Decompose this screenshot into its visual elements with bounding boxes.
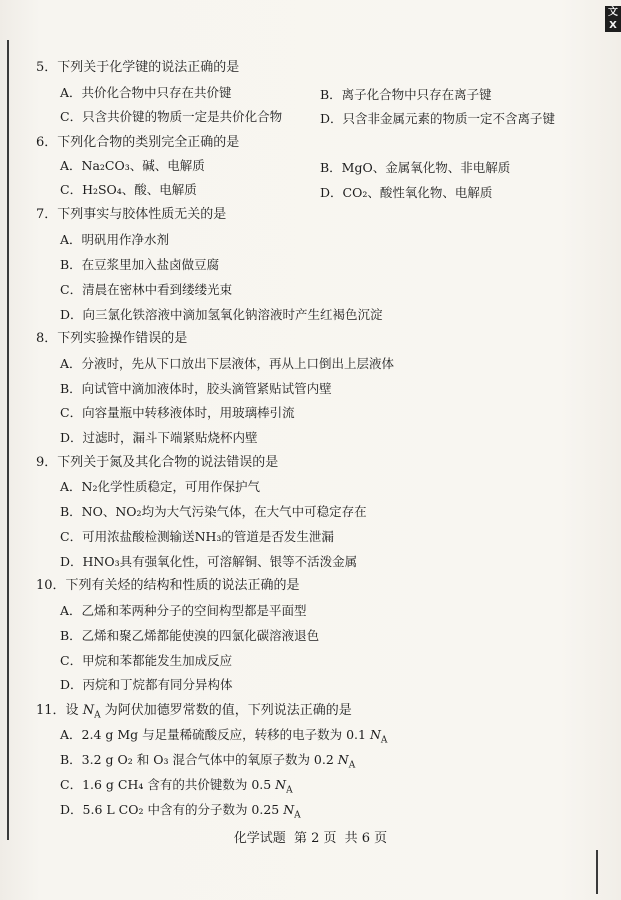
- question-8-option-c: C．向容量瓶中转移液体时，用玻璃棒引流: [60, 405, 295, 420]
- question-10-option-b: B．乙烯和聚乙烯都能使溴的四氯化碳溶液退色: [60, 628, 320, 643]
- question-11-stem: 11．设 $N_A$ 为阿伏加德罗常数的值，下列说法正确的是: [36, 703, 352, 721]
- corner-badge: 文X: [605, 6, 621, 32]
- question-6-stem: 6．下列化合物的类别完全正确的是: [36, 135, 240, 150]
- question-7-option-c: C．清晨在密林中看到缕缕光束: [60, 282, 233, 297]
- question-8-option-a: A．分液时，先从下口放出下层液体，再从上口倒出上层液体: [60, 356, 395, 371]
- question-8-option-b: B．向试管中滴加液体时，胶头滴管紧贴试管内壁: [60, 381, 332, 396]
- footer-total-pages: 共 6 页: [344, 831, 388, 846]
- question-8-stem: 8．下列实验操作错误的是: [36, 331, 188, 346]
- question-7-stem: 7．下列事实与胶体性质无关的是: [36, 207, 227, 222]
- footer-page-number: 第 2 页: [293, 831, 337, 846]
- binding-line: [7, 40, 9, 840]
- question-9-stem: 9．下列关于氮及其化合物的说法错误的是: [36, 455, 279, 470]
- question-5-option-c: C．只含共价键的物质一定是共价化合物: [60, 109, 283, 124]
- question-9-option-d: D．HNO₃具有强氧化性，可溶解铜、银等不活泼金属: [60, 554, 358, 569]
- question-11-option-d: D．5.6 L CO₂ 中含有的分子数为 0.25 $N_A$: [60, 802, 301, 821]
- question-11-option-a: A．2.4 g Mg 与足量稀硫酸反应，转移的电子数为 0.1 $N_A$: [60, 727, 388, 746]
- question-5-option-d: D．只含非金属元素的物质一定不含离子键: [320, 111, 556, 126]
- question-6-option-b: B．MgO、金属氧化物、非电解质: [320, 160, 511, 175]
- question-10-option-a: A．乙烯和苯两种分子的空间构型都是平面型: [60, 603, 307, 618]
- question-10-option-d: D．丙烷和丁烷都有同分异构体: [60, 677, 233, 692]
- question-6-option-a: A．Na₂CO₃、碱、电解质: [60, 158, 205, 173]
- question-7-option-d: D．向三氯化铁溶液中滴加氢氧化钠溶液时产生红褐色沉淀: [60, 307, 383, 322]
- question-11-option-c: C．1.6 g CH₄ 含有的共价键数为 0.5 $N_A$: [60, 777, 293, 796]
- question-5-option-a: A．共价化合物中只存在共价键: [60, 85, 232, 100]
- page-footer: [0, 830, 621, 848]
- question-9-option-b: B．NO、NO₂均为大气污染气体，在大气中可稳定存在: [60, 504, 367, 519]
- question-9-option-a: A．N₂化学性质稳定，可用作保护气: [60, 479, 260, 494]
- margin-line: [596, 850, 598, 894]
- question-5-option-b: B．离子化合物中只存在离子键: [320, 87, 492, 102]
- question-6-option-d: D．CO₂、酸性氧化物、电解质: [320, 185, 493, 200]
- question-11-option-b: B．3.2 g O₂ 和 O₃ 混合气体中的氧原子数为 0.2 $N_A$: [60, 752, 356, 771]
- question-6-option-c: C．H₂SO₄、酸、电解质: [60, 182, 197, 197]
- question-5-stem: 5．下列关于化学键的说法正确的是: [36, 60, 240, 75]
- question-10-option-c: C．甲烷和苯都能发生加成反应: [60, 653, 233, 668]
- question-10-stem: 10．下列有关烃的结构和性质的说法正确的是: [36, 578, 300, 593]
- question-7-option-b: B．在豆浆里加入盐卤做豆腐: [60, 257, 220, 272]
- question-9-option-c: C．可用浓盐酸检测输送NH₃的管道是否发生泄漏: [60, 529, 334, 544]
- footer-subject: 化学试题: [233, 831, 286, 846]
- question-8-option-d: D．过滤时，漏斗下端紧贴烧杯内壁: [60, 430, 258, 445]
- question-7-option-a: A．明矾用作净水剂: [60, 232, 170, 247]
